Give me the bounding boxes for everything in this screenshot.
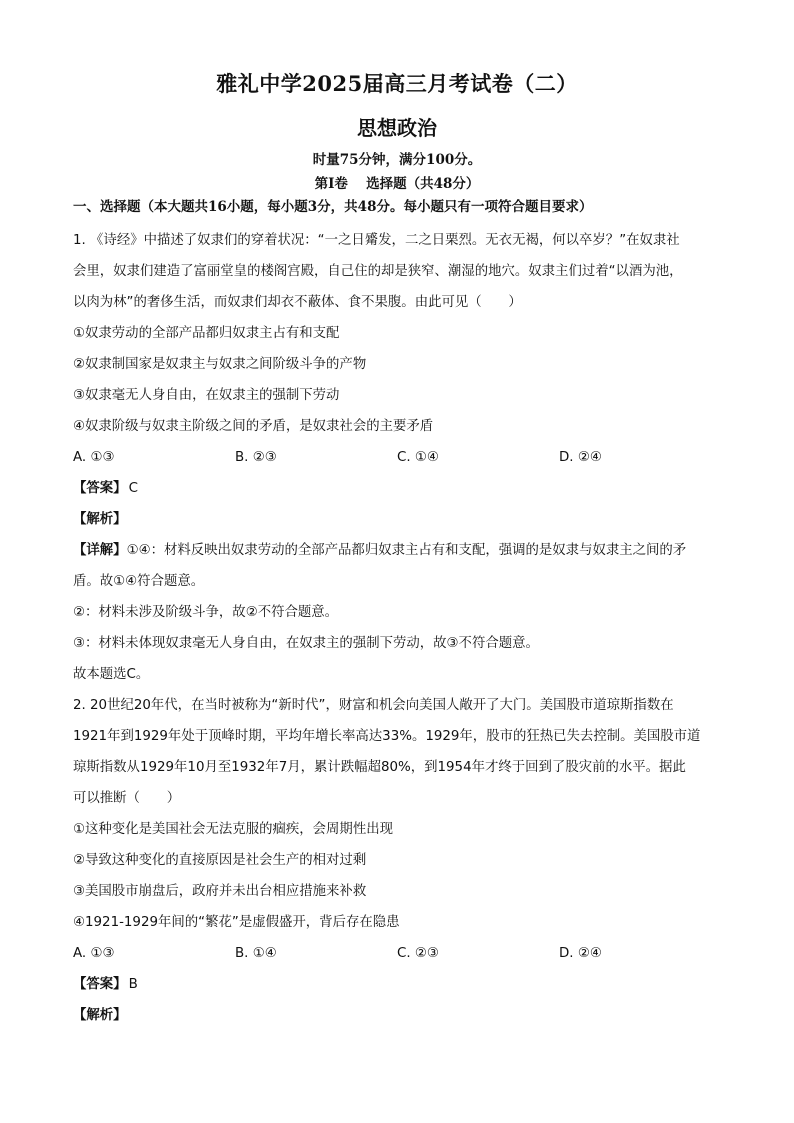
question-2-analysis — [73, 1000, 723, 1031]
analysis-label: 【解析】 — [73, 512, 127, 527]
question-1-detail-line — [73, 535, 723, 566]
time-info: 时量75分钟，满分100分。 — [312, 152, 482, 168]
question-1-option-b: B. ②③ — [235, 450, 277, 465]
question-2-options — [73, 938, 723, 969]
volume-info: 第Ⅰ卷 选择题（共48分） — [314, 176, 480, 192]
question-2-option-c: C. ②③ — [397, 946, 439, 961]
answer-label: 【答案】 — [73, 977, 127, 992]
question-1-conclusion: 故本题选C。 — [73, 667, 150, 682]
question-2-statement-4: ④1921-1929年间的“繁花”是虚假盛开，背后存在隐患 — [73, 915, 400, 930]
question-1-statement-1: ①奴隶劳动的全部产品都归奴隶主占有和支配 — [73, 326, 340, 341]
question-1-options — [73, 442, 723, 473]
exam-subject: 思想政治 — [357, 116, 437, 140]
question-2-option-b: B. ①④ — [235, 946, 277, 961]
question-1-stem-line: 1. 《诗经》中描述了奴隶们的穿着状况：“一之日觱发，二之日栗烈。无衣无褐，何以卒岁？”在奴隶社 — [73, 233, 680, 248]
question-2-statement-2: ②导致这种变化的直接原因是社会生产的相对过剩 — [73, 853, 367, 868]
question-1-option-a: A. ①③ — [73, 450, 115, 465]
question-1-statement-3: ③奴隶毫无人身自由，在奴隶主的强制下劳动 — [73, 388, 340, 403]
question-1-detail-line: ③：材料未体现奴隶毫无人身自由，在奴隶主的强制下劳动，故③不符合题意。 — [73, 636, 539, 651]
question-1-option-d: D. ②④ — [559, 450, 602, 465]
answer-label: 【答案】 — [73, 481, 127, 496]
question-2-answer — [73, 969, 723, 1000]
detail-label: 【详解】 — [73, 543, 127, 558]
question-1-statement-2: ②奴隶制国家是奴隶主与奴隶之间阶级斗争的产物 — [73, 357, 367, 372]
question-1-answer — [73, 473, 723, 504]
question-1-stem-line: 会里，奴隶们建造了富丽堂皇的楼阁宫殿，自己住的却是狭窄、潮湿的地穴。奴隶主们过着“以酒为池， — [73, 264, 683, 279]
questions-body — [73, 225, 723, 1031]
exam-title: 雅礼中学2025届高三月考试卷（二） — [216, 71, 578, 96]
question-2-statement-1: ①这种变化是美国社会无法克服的痼疾，会周期性出现 — [73, 822, 393, 837]
question-1-detail-line: 盾。故①④符合题意。 — [73, 574, 205, 589]
question-1-detail-line: ②：材料未涉及阶级斗争，故②不符合题意。 — [73, 605, 339, 620]
section-heading: 一、选择题（本大题共16小题，每小题3分，共48分。每小题只有一项符合题目要求） — [73, 199, 593, 215]
detail-text: ①④：材料反映出奴隶劳动的全部产品都归奴隶主占有和支配，强调的是奴隶与奴隶主之间的矛 — [126, 543, 687, 558]
question-1-option-c: C. ①④ — [397, 450, 439, 465]
question-2-stem-line: 可以推断（ ） — [73, 791, 181, 806]
question-2 — [73, 690, 723, 1031]
question-1-analysis — [73, 504, 723, 535]
question-2-stem-line: 琼斯指数从1929年10月至1932年7月，累计跌幅超80%，到1954年才终于回到了股灾前的水平。据此 — [73, 760, 686, 775]
question-2-option-a: A. ①③ — [73, 946, 115, 961]
question-1 — [73, 225, 723, 690]
question-2-statement-3: ③美国股市崩盘后，政府并未出台相应措施来补救 — [73, 884, 367, 899]
question-2-stem-line: 2. 20世纪20年代，在当时被称为“新时代”，财富和机会向美国人敞开了大门。美国股市道琼斯指数在 — [73, 698, 674, 713]
answer-value: B — [128, 977, 138, 992]
analysis-label: 【解析】 — [73, 1008, 127, 1023]
question-2-stem-line: 1921年到1929年处于顶峰时期，平均年增长率高达33%。1929年，股市的狂热已失去控制。美国股市道 — [73, 729, 701, 744]
answer-value: C — [128, 481, 138, 496]
question-1-stem-line: 以肉为林”的奢侈生活，而奴隶们却衣不蔽体、食不果腹。由此可见（ ） — [73, 295, 522, 310]
question-1-statement-4: ④奴隶阶级与奴隶主阶级之间的矛盾，是奴隶社会的主要矛盾 — [73, 419, 434, 434]
question-2-option-d: D. ②④ — [559, 946, 602, 961]
